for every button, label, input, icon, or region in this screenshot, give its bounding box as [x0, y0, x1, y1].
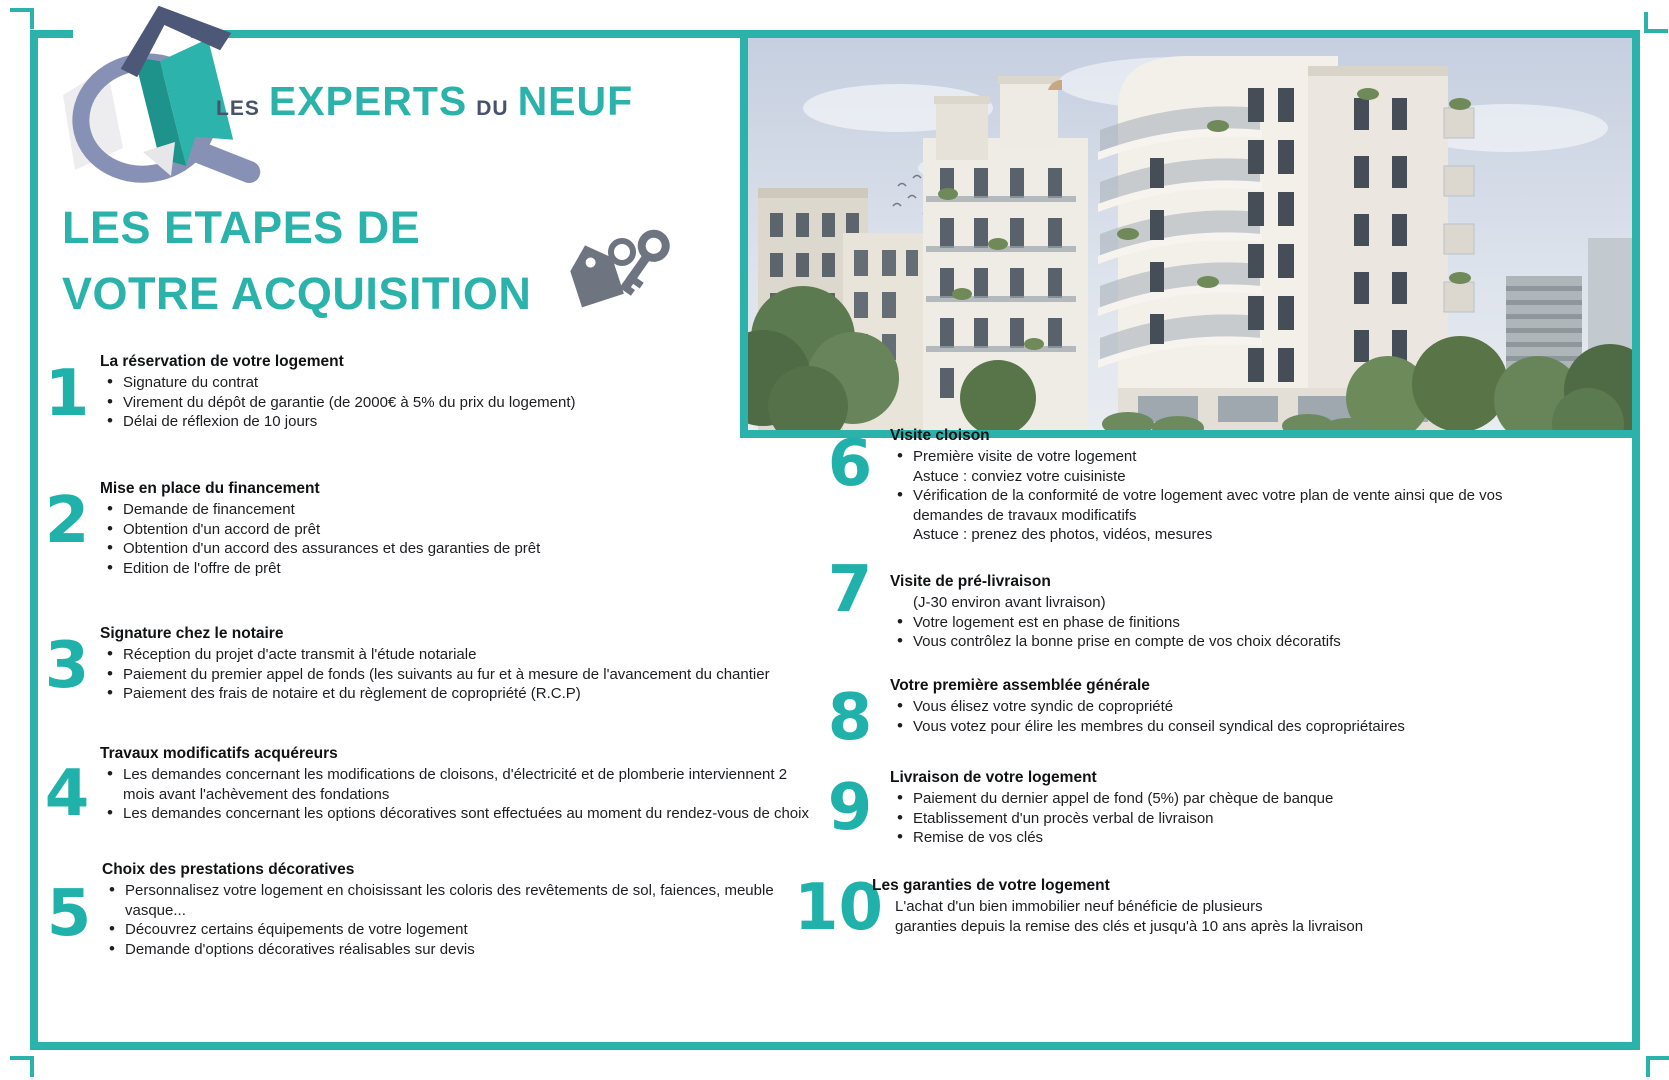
step-item: • Vous contrôlez la bonne prise en compte de vos choix décoratifs	[890, 632, 1341, 652]
step-item: mois avant l'achèvement des fondations	[123, 785, 390, 803]
step-item: • Virement du dépôt de garantie (de 2000€ à 5% du prix du logement)	[100, 393, 576, 413]
step-item: • Les demandes concernant les modifications de cloisons, d'électricité et de plomberie interviennent 2	[100, 765, 809, 785]
step-number: 5	[46, 877, 92, 951]
step-item: • Signature du contrat	[100, 373, 576, 393]
step-items	[100, 765, 809, 824]
logo-word-neuf: NEUF	[517, 78, 634, 124]
step-title: Livraison de votre logement	[890, 769, 1097, 786]
step-item: • Demande d'options décoratives réalisables sur devis	[102, 940, 774, 960]
step-title: Mise en place du financement	[100, 480, 320, 497]
step-number: 9	[827, 771, 873, 845]
step	[812, 426, 1503, 545]
step-body	[890, 572, 1341, 652]
step-body	[890, 426, 1503, 545]
step-items	[872, 897, 1363, 936]
step	[812, 676, 1405, 755]
step	[812, 768, 1333, 848]
step-item: demandes de travaux modificatifs	[913, 506, 1137, 524]
step-item: • Votre logement est en phase de finitions	[890, 613, 1341, 633]
step-number: 10	[794, 871, 884, 945]
step-item: • Etablissement d'un procès verbal de livraison	[890, 809, 1333, 829]
step-item: • Paiement du premier appel de fonds (les suivants au fur et à mesure de l'avancement du chantier	[100, 665, 770, 685]
step-item: Astuce : prenez des photos, vidéos, mesures	[913, 526, 1213, 543]
step-item: • Remise de vos clés	[890, 828, 1333, 848]
step-item: • Vérification de la conformité de votre logement avec votre plan de vente ainsi que de vos	[890, 486, 1503, 506]
step-title: Visite de pré-livraison	[890, 573, 1051, 590]
step-item: garanties depuis la remise des clés et jusqu'à 10 ans après la livraison	[895, 917, 1364, 935]
logo-word-les: LES	[216, 97, 260, 120]
step-item: • Obtention d'un accord des assurances et des garanties de prêt	[100, 539, 540, 559]
step-item: • Première visite de votre logement	[890, 447, 1503, 467]
step-items	[100, 373, 576, 432]
step	[36, 744, 809, 831]
step	[38, 860, 774, 959]
step-item: • Les demandes concernant les options décoratives sont effectuées au moment du rendez-vous de choix	[100, 804, 809, 824]
step-title: Votre première assemblée générale	[890, 677, 1150, 694]
step-item: • Demande de financement	[100, 500, 540, 520]
step	[36, 624, 770, 704]
step-number: 4	[44, 757, 90, 831]
step-items	[100, 500, 540, 578]
step-item: • Découvrez certains équipements de votre logement	[102, 920, 774, 940]
step-number: 1	[44, 357, 90, 431]
step	[36, 352, 576, 432]
step-title: Choix des prestations décoratives	[102, 861, 355, 878]
step-items	[890, 789, 1333, 848]
step-number: 8	[827, 681, 873, 755]
step-item: • Délai de réflexion de 10 jours	[100, 412, 576, 432]
step-title: Les garanties de votre logement	[872, 877, 1110, 894]
step-items	[100, 645, 770, 704]
step	[812, 553, 1341, 652]
step-body	[890, 676, 1405, 736]
step-items	[890, 447, 1503, 545]
step-number: 7	[827, 553, 873, 627]
step-number: 6	[827, 427, 873, 501]
step-body	[102, 860, 774, 959]
step-body	[100, 744, 809, 824]
step	[36, 479, 540, 578]
step-items	[102, 881, 774, 959]
step-body	[100, 624, 770, 704]
step-title: Signature chez le notaire	[100, 625, 284, 642]
logo-word-du: DU	[476, 97, 509, 120]
step-items	[890, 697, 1405, 736]
logo-word-experts: EXPERTS	[268, 78, 468, 124]
step-item: L'achat d'un bien immobilier neuf bénéficie de plusieurs	[895, 898, 1263, 915]
step-item: • Personnalisez votre logement en choisissant les coloris des revêtements de sol, faiences, meuble	[102, 881, 774, 901]
step-item: • Vous élisez votre syndic de copropriété	[890, 697, 1405, 717]
step-item: • Réception du projet d'acte transmit à l'étude notariale	[100, 645, 770, 665]
step-item: (J-30 environ avant livraison)	[913, 594, 1106, 611]
step-item: • Vous votez pour élire les membres du conseil syndical des copropriétaires	[890, 717, 1405, 737]
page-title-line2: VOTRE ACQUISITION	[62, 268, 532, 319]
step	[794, 871, 1364, 945]
step-title: La réservation de votre logement	[100, 353, 344, 370]
step-number: 2	[44, 484, 90, 558]
step-item: Astuce : conviez votre cuisiniste	[913, 467, 1126, 485]
step-title: Visite cloison	[890, 427, 990, 444]
step-items	[890, 593, 1341, 652]
step-item: • Obtention d'un accord de prêt	[100, 520, 540, 540]
page-title-line1: LES ETAPES DE	[62, 202, 421, 253]
step-body	[100, 479, 540, 578]
step-number: 3	[44, 629, 90, 703]
step-item: vasque...	[125, 901, 186, 919]
step-body	[872, 876, 1363, 936]
step-item: • Paiement du dernier appel de fond (5%) par chèque de banque	[890, 789, 1333, 809]
step-title: Travaux modificatifs acquéreurs	[100, 745, 338, 762]
step-body	[890, 768, 1333, 848]
step-item: • Edition de l'offre de prêt	[100, 559, 540, 579]
step-body	[100, 352, 576, 432]
step-item: • Paiement des frais de notaire et du règlement de copropriété (R.C.P)	[100, 684, 770, 704]
